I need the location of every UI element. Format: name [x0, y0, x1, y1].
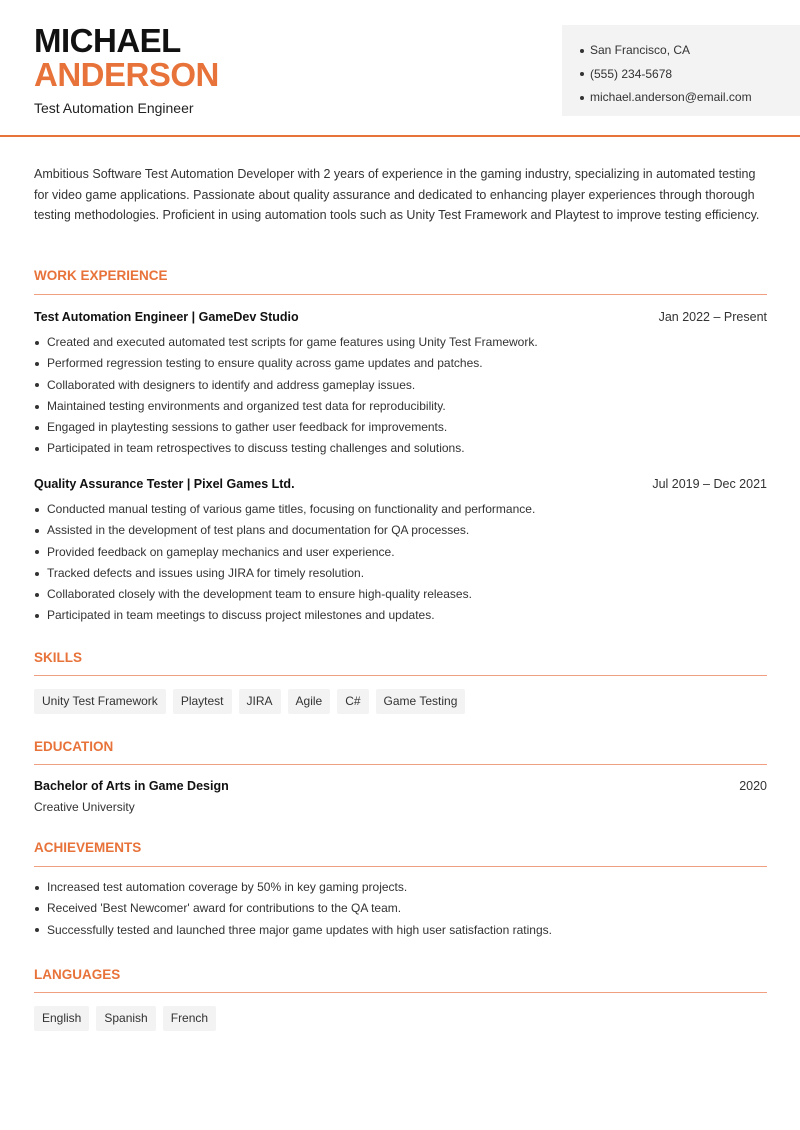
section-title-work: WORK EXPERIENCE [34, 268, 168, 283]
language-tag: Spanish [96, 1006, 155, 1031]
list-item: Tracked defects and issues using JIRA for timely resolution. [34, 563, 767, 584]
bullet-icon [35, 886, 39, 890]
section-title-education: EDUCATION [34, 739, 114, 754]
job-dates: Jul 2019 – Dec 2021 [652, 477, 767, 491]
section-divider [34, 992, 767, 993]
bullet-icon [35, 362, 39, 366]
contact-email [580, 86, 800, 110]
section-title-achievements: ACHIEVEMENTS [34, 840, 142, 855]
bullet-icon [35, 508, 39, 512]
education-year: 2020 [739, 779, 767, 793]
language-tags [34, 1006, 216, 1031]
list-item: Collaborated with designers to identify and address gameplay issues. [34, 375, 767, 396]
job-role: Test Automation Engineer | GameDev Studio [34, 310, 299, 324]
skill-tag: Playtest [173, 689, 232, 714]
list-item: Collaborated closely with the development team to ensure high-quality releases. [34, 584, 767, 605]
email-text: michael.anderson@email.com [590, 90, 752, 104]
list-item: Performed regression testing to ensure quality across game updates and patches. [34, 353, 767, 374]
job-role: Quality Assurance Tester | Pixel Games Ltd. [34, 477, 295, 491]
first-name: MICHAEL [34, 22, 181, 59]
language-tag: French [163, 1006, 216, 1031]
list-item: Increased test automation coverage by 50% in key gaming projects. [34, 877, 767, 898]
list-item: Conducted manual testing of various game titles, focusing on functionality and performance. [34, 499, 767, 520]
bullet-icon [580, 72, 584, 76]
section-divider [34, 675, 767, 676]
last-name: ANDERSON [34, 56, 219, 93]
list-item: Engaged in playtesting sessions to gather user feedback for improvements. [34, 417, 767, 438]
job-title: Test Automation Engineer [34, 100, 194, 116]
bullet-icon [35, 593, 39, 597]
list-item: Assisted in the development of test plans and documentation for QA processes. [34, 520, 767, 541]
skill-tag: Agile [288, 689, 331, 714]
resume-header [0, 0, 800, 137]
contact-phone [580, 63, 800, 87]
job-bullets [34, 499, 767, 627]
section-divider [34, 294, 767, 295]
skill-tag: C# [337, 689, 368, 714]
contact-panel [562, 25, 800, 116]
bullet-icon [35, 529, 39, 533]
bullet-icon [35, 550, 39, 554]
list-item: Created and executed automated test scripts for game features using Unity Test Framework. [34, 332, 767, 353]
education-school: Creative University [34, 800, 135, 814]
list-item: Received 'Best Newcomer' award for contributions to the QA team. [34, 898, 767, 919]
skill-tag: JIRA [239, 689, 281, 714]
section-divider [34, 866, 767, 867]
bullet-icon [35, 907, 39, 911]
list-item: Successfully tested and launched three major game updates with high user satisfaction ratings. [34, 920, 767, 941]
section-title-languages: LANGUAGES [34, 967, 121, 982]
bullet-icon [580, 96, 584, 100]
list-item: Participated in team meetings to discuss project milestones and updates. [34, 605, 767, 626]
bullet-icon [35, 341, 39, 345]
summary-paragraph: Ambitious Software Test Automation Developer with 2 years of experience in the gaming industry, specializing in automated testing for video game applications. Passionate about quality assurance and dedicated to enhancing player experiences through thorough testing methodologies. Proficient in using automation tools such as Unity Test Framework and Playtest to improve testing efficiency. [34, 167, 760, 222]
bullet-icon [35, 426, 39, 430]
bullet-icon [35, 447, 39, 451]
job-dates: Jan 2022 – Present [658, 310, 767, 324]
bullet-icon [580, 49, 584, 53]
section-divider [34, 764, 767, 765]
bullet-icon [35, 928, 39, 932]
skill-tag: Game Testing [376, 689, 466, 714]
bullet-icon [35, 383, 39, 387]
bullet-icon [35, 572, 39, 576]
achievement-bullets [34, 877, 767, 941]
bullet-icon [35, 405, 39, 409]
skills-tags [34, 689, 465, 714]
education-degree: Bachelor of Arts in Game Design [34, 779, 229, 793]
phone-text: (555) 234-5678 [590, 66, 673, 81]
section-title-skills: SKILLS [34, 650, 83, 665]
job-header [34, 310, 767, 324]
skill-tag: Unity Test Framework [34, 689, 166, 714]
location-text: San Francisco, CA [590, 43, 691, 57]
job-header [34, 477, 767, 491]
bullet-icon [35, 614, 39, 618]
job-bullets [34, 332, 767, 460]
list-item: Maintained testing environments and organized test data for reproducibility. [34, 396, 767, 417]
contact-location [580, 39, 800, 63]
list-item: Participated in team retrospectives to discuss testing challenges and solutions. [34, 438, 767, 459]
list-item: Provided feedback on gameplay mechanics and user experience. [34, 542, 767, 563]
language-tag: English [34, 1006, 89, 1031]
